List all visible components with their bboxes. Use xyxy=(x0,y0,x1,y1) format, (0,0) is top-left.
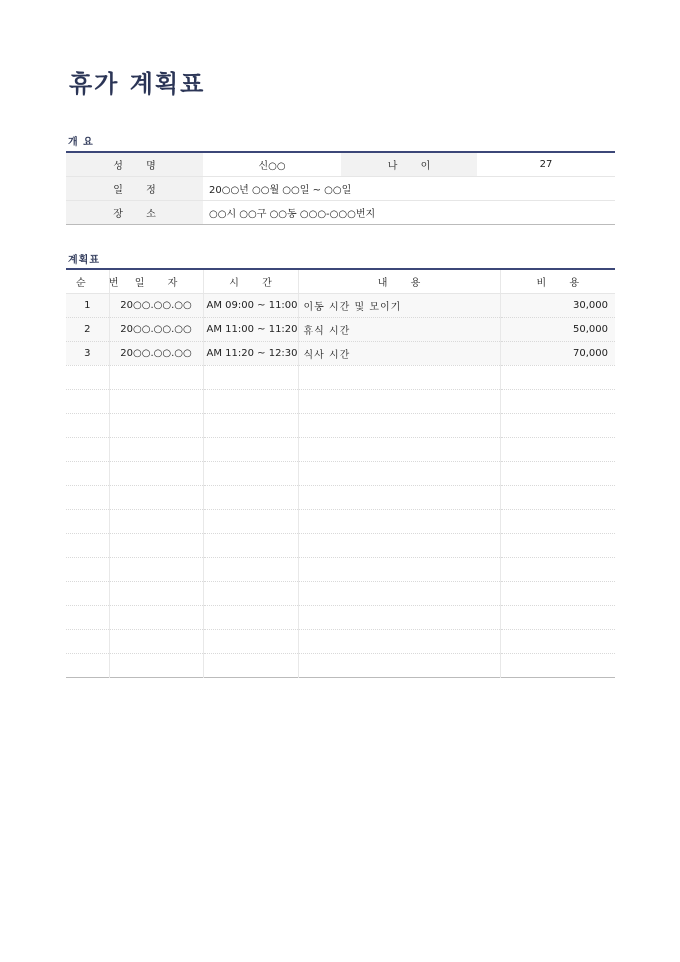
cell-time: AM 09:00 ~ 11:00 xyxy=(203,293,298,317)
cell-time: AM 11:20 ~ 12:30 xyxy=(203,341,298,365)
empty-table-row xyxy=(66,653,615,677)
plan-section-label: 계획표 xyxy=(68,255,100,266)
table-row xyxy=(66,293,615,317)
cell-no: 2 xyxy=(66,317,109,341)
overview-section-label: 개 요 xyxy=(68,137,94,148)
name-value: 신○○ xyxy=(203,152,341,176)
overview-row-place xyxy=(66,200,615,224)
header-content: 내 용 xyxy=(298,269,500,293)
schedule-label: 일 정 xyxy=(66,176,203,200)
cell-cost: 50,000 xyxy=(500,317,615,341)
header-no: 순 번 xyxy=(66,269,109,293)
header-date: 일 자 xyxy=(109,269,203,293)
table-row xyxy=(66,317,615,341)
cell-cost: 70,000 xyxy=(500,341,615,365)
overview-row-schedule xyxy=(66,176,615,200)
cell-content: 식사 시간 xyxy=(298,341,500,365)
cell-time: AM 11:00 ~ 11:20 xyxy=(203,317,298,341)
empty-table-row xyxy=(66,485,615,509)
place-label: 장 소 xyxy=(66,200,203,224)
plan-table xyxy=(66,268,615,678)
schedule-value: 20○○년 ○○월 ○○일 ~ ○○일 xyxy=(203,176,615,200)
cell-content: 휴식 시간 xyxy=(298,317,500,341)
overview-table xyxy=(66,151,615,225)
age-value: 27 xyxy=(477,152,615,176)
page-title: 휴가 계획표 xyxy=(69,70,206,98)
overview-row-name xyxy=(66,152,615,176)
header-cost: 비 용 xyxy=(500,269,615,293)
empty-table-row xyxy=(66,629,615,653)
cell-cost: 30,000 xyxy=(500,293,615,317)
empty-table-row xyxy=(66,581,615,605)
empty-table-row xyxy=(66,557,615,581)
header-time: 시 간 xyxy=(203,269,298,293)
cell-no: 3 xyxy=(66,341,109,365)
empty-table-row xyxy=(66,533,615,557)
name-label: 성 명 xyxy=(66,152,203,176)
empty-table-row xyxy=(66,509,615,533)
empty-table-row xyxy=(66,437,615,461)
cell-content: 이동 시간 및 모이기 xyxy=(298,293,500,317)
empty-table-row xyxy=(66,389,615,413)
empty-table-row xyxy=(66,461,615,485)
cell-date: 20○○.○○.○○ xyxy=(109,341,203,365)
cell-no: 1 xyxy=(66,293,109,317)
empty-table-row xyxy=(66,605,615,629)
plan-header-row xyxy=(66,269,615,293)
place-value: ○○시 ○○구 ○○동 ○○○-○○○번지 xyxy=(209,208,376,220)
age-label: 나 이 xyxy=(341,152,477,176)
cell-date: 20○○.○○.○○ xyxy=(109,293,203,317)
empty-table-row xyxy=(66,413,615,437)
empty-table-row xyxy=(66,365,615,389)
cell-date: 20○○.○○.○○ xyxy=(109,317,203,341)
table-row xyxy=(66,341,615,365)
